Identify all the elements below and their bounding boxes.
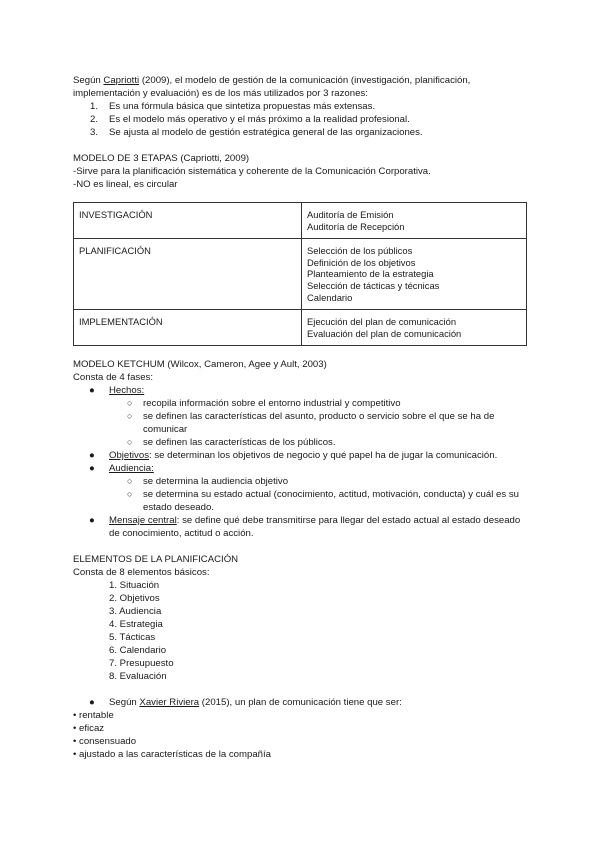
bullet-icon: ● (89, 385, 95, 397)
stages-table (73, 202, 527, 346)
list-item: 7. Presupuesto (109, 658, 174, 670)
list-item: ○ recopila información sobre el entorno industrial y competitivo (127, 398, 401, 410)
section-line: -Sirve para la planificación sistemática y coherente de la Comunicación Corporativa. (73, 166, 431, 177)
intro-pre: Según (73, 75, 104, 86)
bullet-icon: ● (89, 463, 95, 475)
reasons-list (73, 100, 533, 139)
table-row (74, 203, 527, 239)
list-item: 2. Es el modelo más operativo y el más próximo a la realidad profesional. (90, 114, 410, 125)
intro-paragraph (73, 74, 533, 100)
stage-items-cell: Selección de los públicos Definición de los objetivos Planteamiento de la estrategia Selección de tácticas y técnicas Calendario (302, 239, 527, 310)
list-item: 3. Se ajusta al modelo de gestión estratégica general de las organizaciones. (90, 127, 423, 138)
list-item: ● Según Xavier Riviera (2015), un plan de comunicación tiene que ser: (89, 697, 402, 709)
sub-bullet-icon: ○ (127, 489, 133, 500)
stage-cell: IMPLEMENTACIÓN (74, 310, 302, 346)
sub-bullet-icon: ○ (127, 437, 133, 448)
list-item: • eficaz (73, 723, 105, 735)
section-line: -NO es lineal, es circular (73, 179, 178, 190)
sub-bullet-icon: ○ (127, 476, 133, 487)
elementos-section (73, 553, 533, 683)
section-subtitle: Consta de 4 fases: (73, 372, 153, 384)
sub-bullet-icon: ○ (127, 411, 133, 422)
list-item: • rentable (73, 710, 114, 722)
list-item: ● Objetivos: se determinan los objetivos de negocio y qué papel ha de jugar la comunicación. (89, 450, 498, 462)
intro-post: (2009), el modelo de gestión de la comunicación (investigación, planificación, implementación y evaluación) es de los más utilizados por 3 razones: (73, 75, 471, 99)
list-item: 8. Evaluación (109, 671, 167, 683)
list-item: ○ se definen las características del asunto, producto o servicio sobre el que se ha de comunicar (127, 411, 495, 436)
list-item: ● Hechos: (89, 385, 145, 397)
document-page (73, 74, 533, 761)
elementos-list (73, 579, 533, 683)
list-item: ● Audiencia: (89, 463, 154, 475)
table-row (74, 239, 527, 310)
list-item: 2. Objetivos (109, 593, 160, 605)
riviera-section (73, 696, 533, 761)
ketchum-section (73, 358, 533, 540)
stage-items-cell: Auditoría de Emisión Auditoría de Recepción (302, 203, 527, 239)
table-row (74, 310, 527, 346)
list-item: 4. Estrategia (109, 619, 163, 631)
list-item: 5. Tácticas (109, 632, 156, 644)
list-item: • consensuado (73, 736, 137, 748)
stage-cell: PLANIFICACIÓN (74, 239, 302, 310)
modelo-3-etapas-section (73, 152, 533, 346)
bullet-icon: ● (89, 515, 95, 527)
stage-cell: INVESTIGACIÓN (74, 203, 302, 239)
list-item: 3. Audiencia (109, 606, 162, 618)
section-title: MODELO KETCHUM (Wilcox, Cameron, Agee y Ault, 2003) (73, 359, 327, 371)
list-item: 1. Situación (109, 580, 160, 592)
list-item: 6. Calendario (109, 645, 167, 657)
list-item: ○ se determina su estado actual (conocimiento, actitud, motivación, conducta) y cuál es su estado deseado. (127, 489, 519, 514)
list-item: 1. Es una fórmula básica que sintetiza propuestas más extensas. (90, 101, 376, 112)
stage-items-cell: Ejecución del plan de comunicación Evaluación del plan de comunicación (302, 310, 527, 346)
capriotti-link[interactable]: Capriotti (103, 75, 140, 86)
list-item: ○ se determina la audiencia objetivo (127, 476, 289, 488)
list-item: ○ se definen las características de los públicos. (127, 437, 336, 449)
list-item: ● Mensaje central: se define qué debe transmitirse para llegar del estado actual al estado deseado de conocimiento, actitud o acción. (89, 515, 521, 540)
section-subtitle: Consta de 8 elementos básicos: (73, 567, 210, 579)
sub-bullet-icon: ○ (127, 398, 133, 409)
section-title: MODELO DE 3 ETAPAS (Capriotti, 2009) (73, 153, 250, 164)
section-title: ELEMENTOS DE LA PLANIFICACIÓN (73, 554, 239, 566)
riviera-link[interactable]: Xavier Riviera (139, 697, 200, 709)
bullet-icon: ● (89, 697, 95, 709)
list-item: • ajustado a las características de la compañía (73, 749, 272, 761)
bullet-icon: ● (89, 450, 95, 462)
